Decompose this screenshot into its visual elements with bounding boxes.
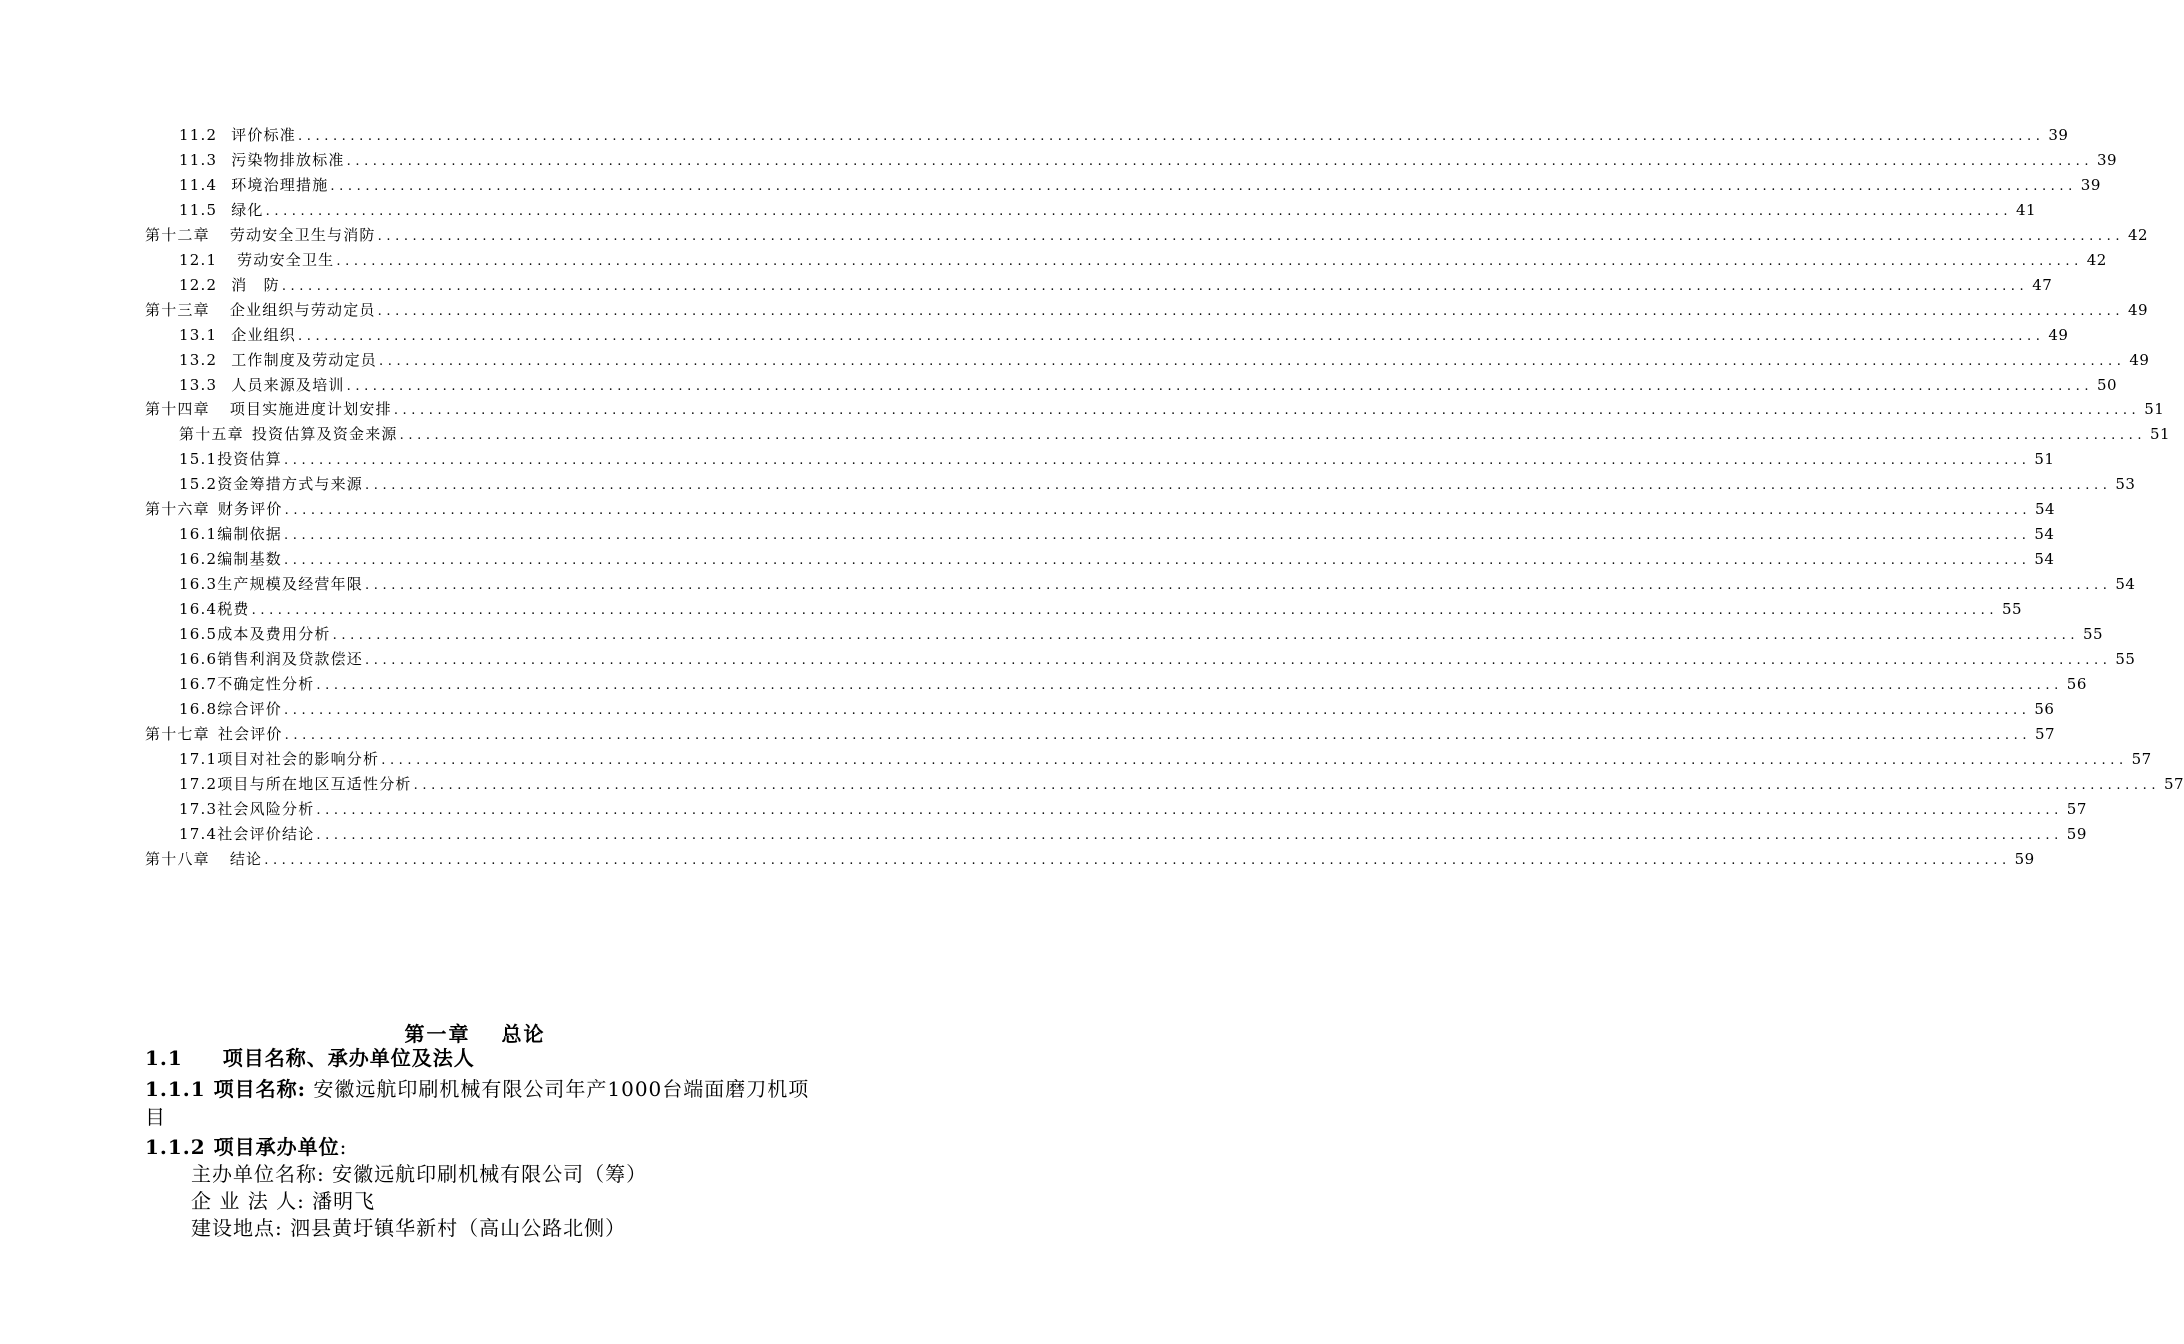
- toc-entry-number: 13.1: [179, 325, 218, 344]
- toc-dot-leader: ........................................................................................................................................................................................................: [284, 503, 2032, 519]
- site-line: 建设地点: 泗县黄圩镇华新村（高山公路北侧）: [191, 1216, 627, 1240]
- toc-entry-page: 54: [2115, 575, 2136, 594]
- toc-dot-leader: ........................................................................................................................................................................................................: [336, 253, 2083, 269]
- toc-entry-page: 42: [2128, 225, 2149, 244]
- toc-entry[interactable]: [179, 448, 2055, 470]
- toc-entry-page: 57: [2131, 749, 2152, 768]
- toc-entry-number: 第十四章: [145, 400, 210, 419]
- toc-dot-leader: ........................................................................................................................................................................................................: [316, 802, 2063, 818]
- toc-entry-title: 项目实施进度计划安排: [229, 400, 392, 419]
- toc-entry-title: 财务评价: [217, 500, 283, 519]
- toc-entry-number: 16.4: [179, 600, 218, 619]
- toc-entry[interactable]: [179, 349, 2150, 371]
- toc-entry-page: 39: [2096, 150, 2118, 169]
- toc-dot-leader: ........................................................................................................................................................................................................: [399, 428, 2147, 444]
- toc-dot-leader: ........................................................................................................................................................................................................: [346, 378, 2094, 394]
- toc-entry-title: 绿化: [231, 200, 264, 219]
- toc-entry-title: 评价标准: [231, 126, 297, 144]
- toc-dot-leader: ........................................................................................................................................................................................................: [379, 353, 2126, 369]
- toc-entry-page: 39: [2080, 175, 2101, 194]
- toc-entry-page: 57: [2066, 799, 2087, 818]
- toc-entry[interactable]: [179, 174, 2101, 196]
- toc-entry-number: 17.2: [179, 774, 218, 793]
- toc-entry[interactable]: [145, 299, 2149, 321]
- toc-entry-page: 59: [2014, 849, 2035, 868]
- toc-entry[interactable]: [145, 723, 2056, 745]
- toc-dot-leader: ........................................................................................................................................................................................................: [284, 453, 2031, 469]
- section-heading: [145, 1043, 815, 1073]
- toc-entry-title: 结论: [229, 849, 263, 868]
- toc-dot-leader: ........................................................................................................................................................................................................: [365, 578, 2112, 594]
- toc-entry-number: 第十二章: [145, 225, 210, 244]
- toc-entry-number: 16.1: [179, 525, 218, 544]
- toc-entry-page: 55: [2115, 649, 2136, 668]
- toc-dot-leader: ........................................................................................................................................................................................................: [251, 603, 1999, 619]
- toc-entry-number: 17.3: [179, 799, 218, 818]
- toc-entry[interactable]: [179, 274, 2053, 296]
- toc-entry-page: 57: [2163, 774, 2184, 793]
- toc-entry-number: 16.3: [179, 575, 218, 594]
- toc-entry-number: 第十六章: [145, 500, 210, 519]
- toc-entry-number: 16.5: [179, 625, 218, 643]
- chapter-body: [145, 1043, 815, 1242]
- toc-entry-page: 54: [2035, 500, 2056, 519]
- org-name-line: 主办单位名称: 安徽远航印刷机械有限公司（筹）: [191, 1162, 648, 1186]
- toc-entry-title: 社会评价: [217, 724, 283, 743]
- toc-entry-title: 企业组织: [231, 325, 297, 344]
- toc-entry-page: 42: [2086, 250, 2107, 269]
- toc-entry-page: 41: [2015, 200, 2037, 219]
- legal-person-line: 企 业 法 人: 潘明飞: [191, 1189, 376, 1213]
- toc-dot-leader: ........................................................................................................................................................................................................: [393, 403, 2141, 419]
- toc-entry-title: 社会评价结论: [217, 824, 315, 843]
- toc-dot-leader: ........................................................................................................................................................................................................: [284, 702, 2031, 718]
- toc-entry-number: 11.4: [179, 175, 218, 194]
- toc-entry-number: 11.5: [179, 200, 218, 219]
- toc-entry-number: 13.2: [179, 350, 218, 369]
- toc-entry-title: 工作制度及劳动定员: [231, 350, 378, 369]
- toc-entry[interactable]: [179, 748, 2152, 770]
- toc-entry[interactable]: [179, 698, 2055, 720]
- toc-entry-number: 16.8: [179, 699, 218, 718]
- toc-entry-number: 17.4: [179, 824, 218, 843]
- toc-entry-page: 54: [2034, 550, 2055, 569]
- toc-entry-title: 销售利润及贷款偿还: [217, 649, 364, 668]
- toc-dot-leader: ........................................................................................................................................................................................................: [316, 827, 2063, 843]
- toc-entry[interactable]: [179, 423, 2171, 445]
- toc-dot-leader: ........................................................................................................................................................................................................: [284, 528, 2031, 544]
- toc-entry-number: 11.2: [179, 126, 218, 144]
- toc-entry-page: 53: [2115, 475, 2136, 494]
- toc-dot-leader: ........................................................................................................................................................................................................: [381, 752, 2128, 768]
- toc-entry-title: 税费: [217, 600, 250, 619]
- toc-dot-leader: ........................................................................................................................................................................................................: [346, 153, 2094, 169]
- toc-entry-title: 人员来源及培训: [231, 375, 345, 394]
- toc-entry-page: 51: [2150, 425, 2171, 444]
- toc-entry[interactable]: [179, 249, 2107, 271]
- toc-entry[interactable]: [179, 648, 2136, 670]
- toc-entry-page: 56: [2066, 674, 2087, 693]
- toc-entry-number: 15.1: [179, 450, 218, 469]
- toc-entry-title: 消 防: [231, 275, 280, 294]
- toc-entry-title: 劳动安全卫生: [231, 250, 335, 269]
- toc-entry[interactable]: [179, 523, 2055, 545]
- toc-entry-page: 51: [2144, 400, 2165, 419]
- toc-entry-page: 51: [2034, 450, 2055, 469]
- toc-dot-leader: ........................................................................................................................................................................................................: [298, 328, 2045, 344]
- toc-entry-title: 项目对社会的影响分析: [217, 749, 380, 768]
- toc-entry-number: 16.2: [179, 550, 218, 569]
- toc-entry[interactable]: [179, 673, 2087, 695]
- toc-dot-leader: ........................................................................................................................................................................................................: [365, 478, 2112, 494]
- toc-entry-number: 16.6: [179, 649, 218, 668]
- project-name-label: 1.1.1 项目名称:: [145, 1077, 307, 1101]
- toc-dot-leader: ........................................................................................................................................................................................................: [377, 303, 2125, 319]
- toc-entry[interactable]: [179, 823, 2087, 845]
- project-name-paragraph: [145, 1075, 815, 1131]
- toc-entry[interactable]: [145, 498, 2056, 520]
- toc-entry-title: 成本及费用分析: [217, 625, 331, 643]
- toc-entry-page: 39: [2048, 126, 2069, 144]
- toc-entry-page: 55: [2001, 600, 2023, 619]
- toc-entry-page: 59: [2066, 824, 2087, 843]
- toc-entry-number: 15.2: [179, 475, 218, 494]
- toc-entry-title: 污染物排放标准: [231, 150, 345, 169]
- toc-entry-number: 12.1: [179, 250, 218, 269]
- toc-entry-title: 投资估算及资金来源: [251, 425, 398, 444]
- toc-entry-title: 生产规模及经营年限: [217, 575, 364, 594]
- toc-entry[interactable]: [179, 199, 2037, 221]
- toc-dot-leader: ........................................................................................................................................................................................................: [332, 628, 2080, 643]
- toc-entry[interactable]: [179, 598, 2023, 620]
- toc-entry-page: 49: [2129, 350, 2150, 369]
- toc-entry-number: 第十八章: [145, 849, 210, 868]
- toc-entry-page: 47: [2032, 275, 2053, 294]
- toc-entry-page: 54: [2034, 525, 2055, 544]
- toc-entry-title: 投资估算: [217, 450, 283, 469]
- project-org-colon: :: [339, 1135, 348, 1159]
- toc-dot-leader: ........................................................................................................................................................................................................: [330, 178, 2077, 194]
- toc-entry-number: 16.7: [179, 674, 218, 693]
- project-org-heading: [145, 1133, 815, 1161]
- toc-entry-title: 编制依据: [217, 525, 283, 544]
- toc-entry-number: 第十七章: [145, 724, 210, 743]
- section-title: 项目名称、承办单位及法人: [222, 1046, 475, 1070]
- toc-entry[interactable]: [179, 324, 2069, 346]
- toc-entry[interactable]: [145, 848, 2035, 870]
- toc-entry-page: 49: [2128, 300, 2149, 319]
- section-number: 1.1: [145, 1046, 183, 1070]
- toc-dot-leader: ........................................................................................................................................................................................................: [316, 677, 2063, 693]
- toc-dot-leader: ........................................................................................................................................................................................................: [284, 553, 2031, 569]
- toc-dot-leader: ........................................................................................................................................................................................................: [413, 777, 2161, 793]
- toc-entry-page: 49: [2048, 325, 2069, 344]
- toc-entry-title: 编制基数: [217, 550, 283, 569]
- toc-entry[interactable]: [179, 548, 2055, 570]
- toc-entry-page: 57: [2035, 724, 2056, 743]
- toc-dot-leader: ........................................................................................................................................................................................................: [264, 852, 2011, 868]
- toc-entry-title: 企业组织与劳动定员: [229, 300, 376, 319]
- toc-entry-number: 12.2: [179, 275, 218, 294]
- toc-entry-title: 综合评价: [217, 699, 283, 718]
- toc-entry[interactable]: [145, 224, 2149, 246]
- project-name-text: 安徽远航印刷机械有限公司年产1000台端面磨刀机项目: [145, 1077, 810, 1129]
- toc-dot-leader: ........................................................................................................................................................................................................: [298, 129, 2045, 144]
- toc-entry[interactable]: [179, 623, 2104, 645]
- toc-entry-title: 环境治理措施: [231, 175, 329, 194]
- toc-entry-page: 50: [2096, 375, 2118, 394]
- toc-entry[interactable]: [179, 573, 2136, 595]
- toc-dot-leader: ........................................................................................................................................................................................................: [281, 278, 2029, 294]
- toc-dot-leader: ........................................................................................................................................................................................................: [365, 652, 2112, 668]
- toc-entry-title: 不确定性分析: [217, 674, 315, 693]
- toc-entry-page: 56: [2034, 699, 2055, 718]
- toc-entry[interactable]: [179, 124, 2069, 146]
- toc-entry-title: 资金筹措方式与来源: [217, 475, 364, 494]
- toc-dot-leader: ........................................................................................................................................................................................................: [265, 203, 2013, 219]
- toc-entry-title: 劳动安全卫生与消防: [229, 225, 376, 244]
- toc-entry[interactable]: [179, 149, 2118, 171]
- toc-entry[interactable]: [179, 798, 2087, 820]
- toc-entry-title: 社会风险分析: [217, 799, 315, 818]
- chapter-title: 第一章 总论: [404, 1022, 546, 1046]
- toc-entry-number: 11.3: [179, 150, 218, 169]
- toc-entry[interactable]: [179, 374, 2118, 396]
- toc-entry[interactable]: [179, 773, 2184, 795]
- toc-entry-page: 55: [2082, 625, 2104, 643]
- toc-entry-title: 项目与所在地区互适性分析: [217, 774, 412, 793]
- toc-entry-number: 第十三章: [145, 300, 210, 319]
- toc-entry-number: 第十五章: [179, 425, 244, 444]
- project-org-label: 1.1.2 项目承办单位: [145, 1135, 340, 1159]
- toc-entry-number: 17.1: [179, 749, 218, 768]
- toc-dot-leader: ........................................................................................................................................................................................................: [377, 228, 2125, 244]
- toc-entry-number: 13.3: [179, 375, 218, 394]
- toc-entry[interactable]: [145, 398, 2165, 420]
- toc-entry[interactable]: [179, 473, 2136, 495]
- toc-dot-leader: ........................................................................................................................................................................................................: [284, 727, 2032, 743]
